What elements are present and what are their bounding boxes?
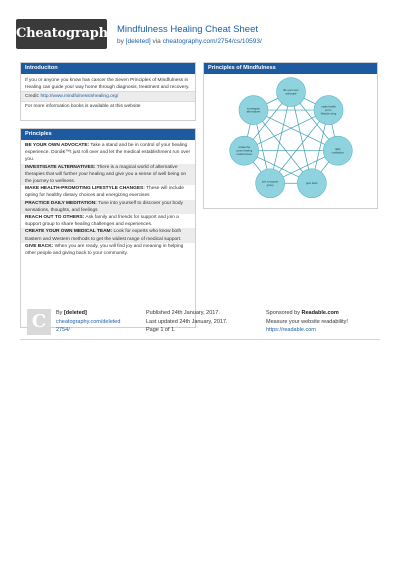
diagram-node xyxy=(239,96,268,125)
principle-text: Tune into yourself to discover your body sensations, thoughts, and feelings xyxy=(25,200,183,213)
footer-author-link[interactable]: cheatography.com/deleted xyxy=(56,318,121,325)
sponsor-name: Readable.com xyxy=(301,310,339,316)
diagram-node-label: daily meditation xyxy=(331,147,344,155)
diagram-heading: Principles of Mindfulness xyxy=(204,63,377,74)
principles-heading: Principles xyxy=(21,129,195,140)
principle-text: When you are ready, you will find joy and meaning in helping other people and giving back to your community. xyxy=(25,243,184,257)
footer-divider xyxy=(20,339,380,340)
footer-author-link-2[interactable]: 2754/ xyxy=(56,327,70,333)
footer-dates xyxy=(146,309,256,335)
sheet-url-link[interactable]: cheatography.com/2754/cs/10593/ xyxy=(162,38,262,45)
footer-author-name: [deleted] xyxy=(63,310,87,316)
diagram-node xyxy=(230,136,259,165)
principle-title: REACH OUT TO OTHERS: xyxy=(25,215,85,221)
cheatography-c-icon: C xyxy=(27,309,51,335)
introduction-body: If you or anyone you know has cancer the Seven Principles of Mindfulness in Healing can guide your way home through diagnosis, treatment and recovery. xyxy=(25,78,190,91)
principle-item xyxy=(21,214,195,228)
diagram-node-label: investigate alternatives xyxy=(246,107,261,114)
diagram-node xyxy=(314,96,343,125)
diagram-node-label: give back xyxy=(306,182,318,186)
diagram-node xyxy=(277,78,306,107)
introduction-section xyxy=(20,62,196,121)
footer-author xyxy=(56,309,138,335)
page-title: Mindfulness Healing Cheat Sheet xyxy=(117,24,259,35)
principle-title: GIVE BACK: xyxy=(25,243,54,249)
diagram-node xyxy=(256,169,285,198)
diagram-node-label: create the cross-healing medical team xyxy=(236,146,253,156)
diagram-node-label: join a support group xyxy=(262,180,279,187)
credit-label: Credit: xyxy=(25,94,40,100)
principle-title: PRACTICE DAILY MEDITATION: xyxy=(25,200,97,206)
sponsor-prefix: Sponsored by xyxy=(266,310,300,316)
principle-title: BE YOUR OWN ADVOCATE: xyxy=(25,143,90,148)
diagram-node xyxy=(297,169,326,198)
sponsor-link[interactable]: https://readable.com xyxy=(266,327,316,333)
principle-text: These will include opting for healthy dietary choices and energizing exercises xyxy=(25,186,184,199)
principle-item xyxy=(21,185,195,199)
principle-title: CREATE YOUR OWN MEDICAL TEAM: xyxy=(25,229,113,235)
introduction-heading: Introduciton xyxy=(21,63,195,74)
mindfulness-diagram xyxy=(204,74,377,208)
diagram-node-label: make health prom. lifestyle chng xyxy=(320,105,337,116)
updated-date: Last updated 24th January, 2017. xyxy=(146,318,228,325)
principles-diagram-section xyxy=(203,62,378,209)
diagram-node-label: Be your own advocate xyxy=(283,89,299,96)
principle-item xyxy=(21,228,195,242)
byline xyxy=(117,38,262,45)
principle-item xyxy=(21,200,195,214)
cheatography-logo[interactable]: Cheatography xyxy=(16,19,107,49)
principle-text: Take a stand and be in control of your healing experience. Donâ€™t just roll over and let the medical establishment run over you. xyxy=(25,143,191,163)
by-prefix: by xyxy=(117,38,124,45)
principle-text: Look for experts who know both Eastern and Western methods to get the widest range of medical support. xyxy=(25,229,182,242)
principles-section xyxy=(20,128,196,328)
page-header xyxy=(0,0,400,60)
footer-sponsor xyxy=(266,309,386,335)
sponsor-text: Measure your website readability! xyxy=(266,318,348,325)
more-info-row: For more information books is available at this website xyxy=(21,101,195,111)
principle-title: MAKE HEALTH-PROMOTING LIFESTYLE CHANGES: xyxy=(25,186,145,192)
via-text: via xyxy=(152,38,161,45)
page-count: Page 1 of 1. xyxy=(146,327,176,333)
credit-row xyxy=(21,91,195,101)
principle-text: There is a magical world of alternative therapies that will further your healing and give you a sense of well being on the journey to wellness. xyxy=(25,164,187,185)
footer-by-label: By xyxy=(56,310,63,316)
author-link[interactable]: [deleted] xyxy=(125,38,151,45)
diagram-node xyxy=(323,136,352,165)
principle-item xyxy=(21,142,195,164)
principle-text: Ask family and friends for support and join a support group to share healing challenges and experiences. xyxy=(25,215,179,228)
principle-item xyxy=(21,243,195,257)
principle-item xyxy=(21,164,195,186)
credit-link[interactable]: http://www.mindfulnessinhealing.org/ xyxy=(40,94,119,100)
published-date: Published 24th January, 2017. xyxy=(146,310,220,316)
principle-title: INVESTIGATE ALTERNATIVES: xyxy=(25,164,96,170)
